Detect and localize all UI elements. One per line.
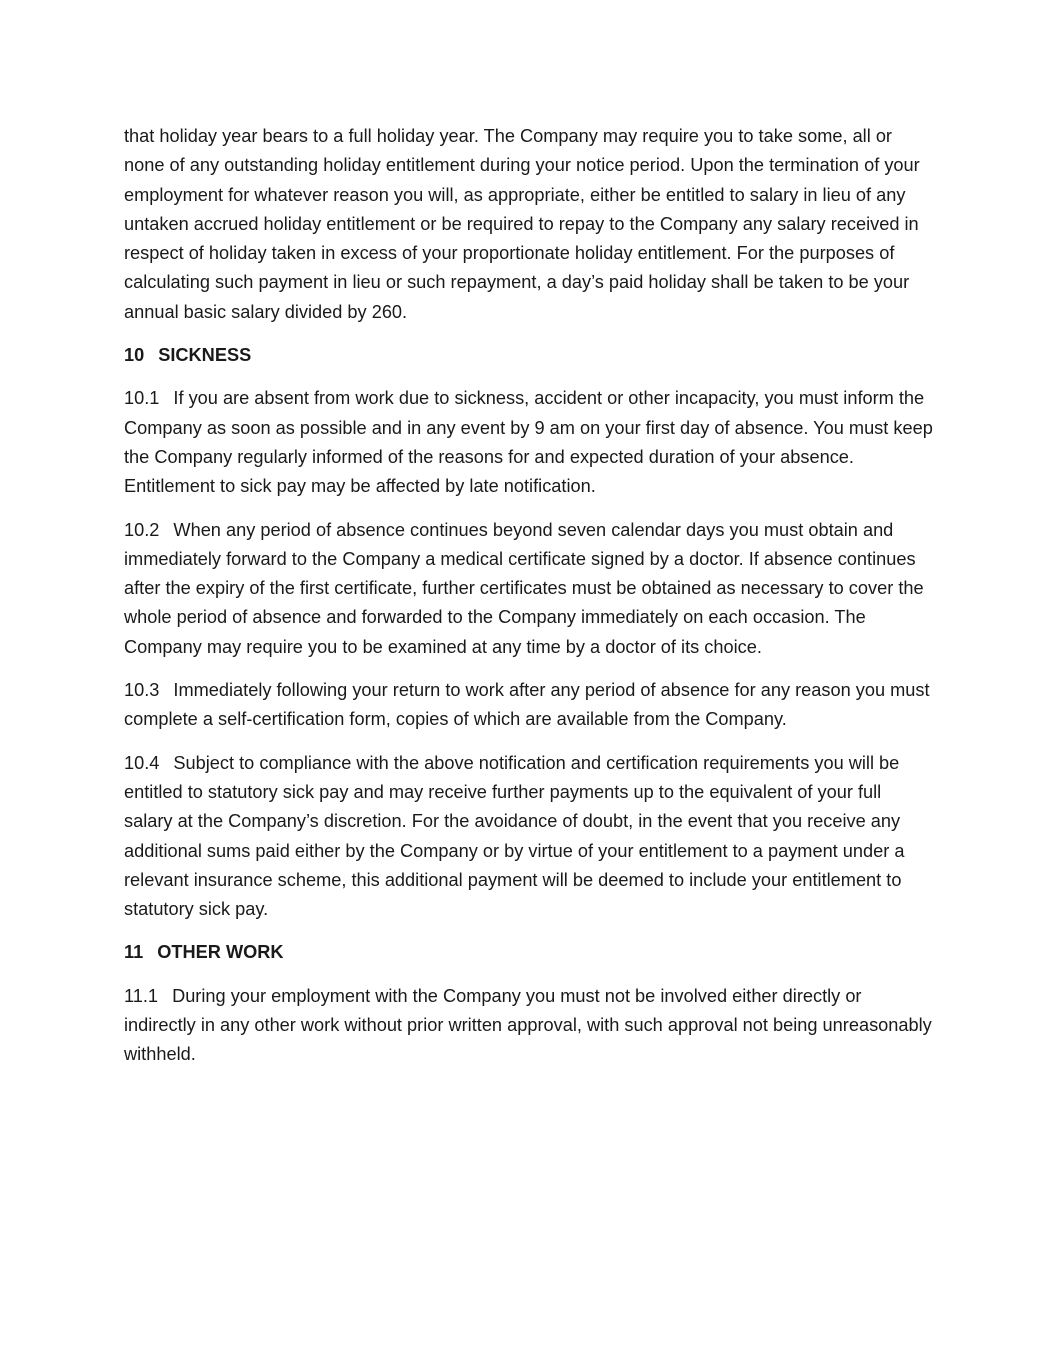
clause-text: During your employment with the Company you must not be involved either directly or indirectly in any other work without prior written approval, with such approval not being unreasonably withheld.: [124, 985, 932, 1065]
clause-text: If you are absent from work due to sickness, accident or other incapacity, you must inform the Company as soon as possible and in any event by 9 am on your first day of absence. You must keep the Company regularly informed of the reasons for and expected duration of your absence. Entitlement to sick pay may be affected by late notification.: [124, 388, 933, 497]
clause-10-2: [124, 516, 934, 662]
clause-number: 10.4: [124, 752, 160, 773]
section-heading-other-work: [124, 938, 934, 967]
clause-number: 11.1: [124, 985, 159, 1006]
clause-10-1: [124, 384, 934, 501]
clause-11-1: [124, 982, 934, 1070]
section-title: OTHER WORK: [157, 942, 284, 963]
intro-paragraph: that holiday year bears to a full holiday year. The Company may require you to take some, all or none of any outstanding holiday entitlement during your notice period. Upon the termination of your employment for whatever reason you will, as appropriate, either be entitled to salary in lieu of any untaken accrued holiday entitlement or be required to repay to the Company any salary received in respect of holiday taken in excess of your proportionate holiday entitlement. For the purposes of calculating such payment in lieu or such repayment, a day’s paid holiday shall be taken to be your annual basic salary divided by 260.: [124, 126, 920, 322]
clause-number: 10.2: [124, 519, 160, 540]
clause-10-4: [124, 749, 934, 925]
clause-10-3: [124, 676, 934, 735]
section-heading-sickness: [124, 341, 934, 370]
section-number: 10: [124, 345, 145, 366]
clause-number: 10.3: [124, 680, 160, 701]
section-number: 11: [124, 942, 144, 963]
clause-text: When any period of absence continues beyond seven calendar days you must obtain and immediately forward to the Company a medical certificate signed by a doctor. If absence continues after the expiry of the first certificate, further certificates must be obtained as necessary to cover the whole period of absence and forwarded to the Company immediately on each occasion. The Company may require you to be examined at any time by a doctor of its choice.: [124, 519, 924, 657]
clause-text: Subject to compliance with the above notification and certification requirements you will be entitled to statutory sick pay and may receive further payments up to the equivalent of your full salary at the Company’s discretion. For the avoidance of doubt, in the event that you receive any additional sums paid either by the Company or by virtue of your entitlement to a payment under a relevant insurance scheme, this additional payment will be deemed to include your entitlement to statutory sick pay.: [124, 752, 905, 920]
clause-number: 10.1: [124, 388, 160, 409]
clause-text: Immediately following your return to work after any period of absence for any reason you must complete a self-certification form, copies of which are available from the Company.: [124, 680, 930, 730]
section-title: SICKNESS: [158, 345, 252, 366]
document-page: [124, 122, 934, 1084]
